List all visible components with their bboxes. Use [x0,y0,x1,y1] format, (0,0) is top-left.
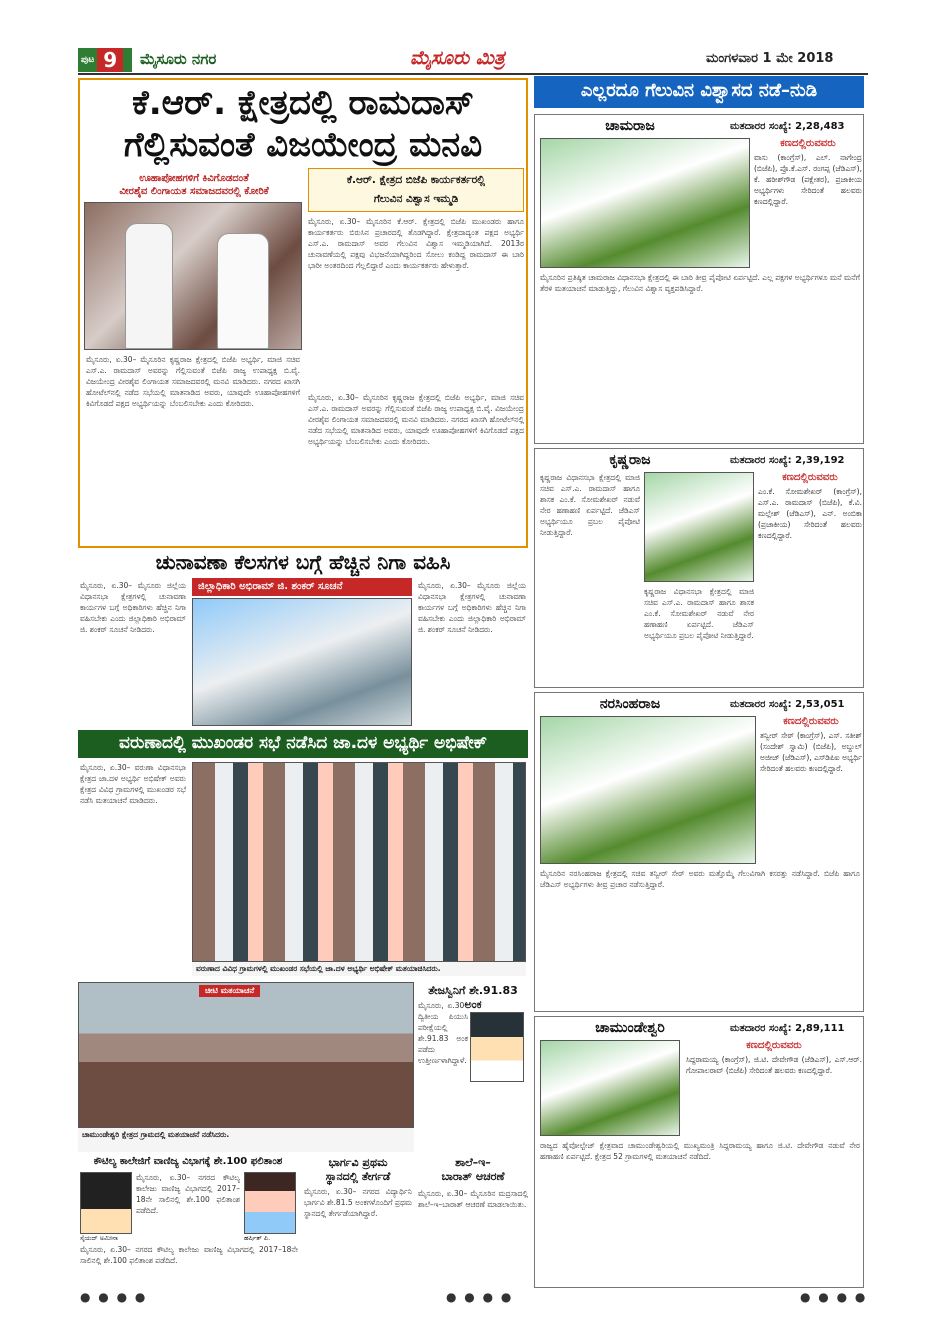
body-chamundeshwari: ರಾಜ್ಯದ ಹೈವೋಲ್ಟೇಜ್ ಕ್ಷೇತ್ರವಾದ ಚಾಮುಂಡೇಶ್ವರಿಯಲ್ಲಿ ಮುಖ್ಯಮಂತ್ರಿ ಸಿದ್ದರಾಮಯ್ಯ ಹಾಗೂ ಜಿ.ಟಿ. ದೇವೇಗೌಡ ನಡುವೆ ನೇರ ಹಣಾಹಣಿ ಏರ್ಪಟ್ಟಿದೆ. ಕ್ಷೇತ್ರದ 52 ಗ್ರಾಮಗಳಲ್ಲಿ ಮತಯಾಚನೆ ನಡೆದಿದೆ. [540,1141,860,1161]
const-name-krishnaraja: ಕೃಷ್ಣರಾಜ [609,452,651,468]
kautilya-student-photo-1 [80,1172,132,1234]
cand-head-krishnaraja: ಕಣದಲ್ಲಿರುವವರು [782,472,838,483]
shaale-headline-1: ಶಾಲೆ–ಇ– [455,1156,491,1169]
lead-subhead-1: ಊಹಾಪೋಹಗಳಿಗೆ ಕಿವಿಗೊಡದಂತೆ [139,173,249,184]
tejaswini-photo [470,1012,524,1082]
candidates-photo-narasimharaja [540,716,756,864]
body-krishnaraja-2: ಕೃಷ್ಣರಾಜ ವಿಧಾನಸಭಾ ಕ್ಷೇತ್ರದಲ್ಲಿ ಮಾಜಿ ಸಚಿವ ಎಸ್.ಎ. ರಾಮದಾಸ್ ಹಾಗೂ ಶಾಸಕ ಎಂ.ಕೆ. ಸೋಮಶೇಖರ್ ನಡುವೆ ನೇರ ಹಣಾಹಣಿ ಏರ್ಪಟ್ಟಿದೆ. ಜೆಡಿಎಸ್ ಅಭ್ಯರ್ಥಿಯೂ ಪ್ರಬಲ ಪೈಪೋಟಿ ನೀಡುತ್ತಿದ್ದಾರೆ. [644,587,754,640]
voters-count-chamaraja: 2,28,483 [795,121,845,132]
voters-chamaraja [730,121,845,132]
voters-count-narasimharaja: 2,53,051 [795,699,845,710]
bhargavi-body: ಮೈಸೂರು, ಏ.30– ನಗರದ ವಿದ್ಯಾರ್ಥಿನಿ ಭಾರ್ಗವಿ ಶೇ.81.5 ಅಂಕಗಳೊಂದಿಗೆ ಪ್ರಥಮ ಸ್ಥಾನದಲ್ಲಿ ತೇರ್ಗಡೆಯಾಗಿದ್ದಾರೆ. [304,1187,412,1218]
lead-headline-line-1: ಕೆ.ಆರ್. ಕ್ಷೇತ್ರದಲ್ಲಿ ರಾಮದಾಸ್ [132,83,474,123]
voters-krishnaraja [730,455,845,466]
chunav-headline: ಚುನಾವಣಾ ಕೆಲಸಗಳ ಬಗ್ಗೆ ಹೆಚ್ಚಿನ ನಿಗಾ ವಹಿಸಿ [155,550,451,574]
tejaswini-body: ಮೈಸೂರು, ಏ.30– ದ್ವಿತೀಯ ಪಿಯುಸಿ ಪರೀಕ್ಷೆಯಲ್ಲಿ ಶೇ.91.83 ಅಂಕ ಪಡೆದು ಉತ್ತೀರ್ಣಳಾಗಿದ್ದಾಳೆ. [418,1001,468,1065]
cand-head-chamundeshwari: ಕಣದಲ್ಲಿರುವವರು [746,1040,802,1051]
chunav-subhead: ಜಿಲ್ಲಾಧಿಕಾರಿ ಅಭಿರಾಮ್ ಜಿ. ಶಂಕರ್ ಸೂಚನೆ [192,578,412,596]
voters-count-chamundeshwari: 2,89,111 [795,1023,845,1034]
body-krishnaraja: ಕೃಷ್ಣರಾಜ ವಿಧಾನಸಭಾ ಕ್ಷೇತ್ರದಲ್ಲಿ ಮಾಜಿ ಸಚಿವ ಎಸ್.ಎ. ರಾಮದಾಸ್ ಹಾಗೂ ಶಾಸಕ ಎಂ.ಕೆ. ಸೋಮಶೇಖರ್ ನಡುವೆ ನೇರ ಹಣಾಹಣಿ ಏರ್ಪಟ್ಟಿದೆ. ಜೆಡಿಎಸ್ ಅಭ್ಯರ್ಥಿಯೂ ಪ್ರಬಲ ಪೈಪೋಟಿ ನೀಡುತ್ತಿದ್ದಾರೆ. [540,473,640,537]
chunav-photo [192,598,412,726]
lead-headline-line-2: ಗೆಲ್ಲಿಸುವಂತೆ ವಿಜಯೇಂದ್ರ ಮನವಿ [123,125,483,165]
shaale-body: ಮೈಸೂರು, ಏ.30– ಮೈಸೂರಿನ ಮದ್ರಸಾದಲ್ಲಿ ಶಾಲೆ–ಇ–ಬಾರಾತ್ ಆಚರಣೆ ಮಾಡಲಾಯಿತು. [418,1189,528,1209]
varuna-body: ಮೈಸೂರು, ಏ.30– ವರುಣಾ ವಿಧಾನಸಭಾ ಕ್ಷೇತ್ರದ ಜಾ.ದಳ ಅಭ್ಯರ್ಥಿ ಅಭಿಷೇಕ್ ಅವರು ಕ್ಷೇತ್ರದ ವಿವಿಧ ಗ್ರಾಮಗಳಲ್ಲಿ ಮುಖಂಡರ ಸಭೆ ನಡೆಸಿ ಮತಯಾಚನೆ ಮಾಡಿದರು. [80,763,186,805]
chamundi-campaign-photo [78,982,414,1128]
cand-head-narasimharaja: ಕಣದಲ್ಲಿರುವವರು [783,716,839,727]
shaale-headline [418,1156,528,1184]
varuna-photo [192,762,526,962]
chunav-body-right: ಮೈಸೂರು, ಏ.30– ಮೈಸೂರು ಜಿಲ್ಲೆಯ ವಿಧಾನಸಭಾ ಕ್ಷೇತ್ರಗಳಲ್ಲಿ ಚುನಾವಣಾ ಕಾರ್ಯಗಳ ಬಗ್ಗೆ ಅಧಿಕಾರಿಗಳು ಹೆಚ್ಚಿನ ನಿಗಾ ವಹಿಸಬೇಕು ಎಂದು ಜಿಲ್ಲಾಧಿಕಾರಿ ಅಭಿರಾಮ್ ಜಿ. ಶಂಕರ್ ಸೂಚನೆ ನೀಡಿದರು. [418,581,526,634]
candidates-photo-krishnaraja [644,472,754,582]
varuna-caption: ವರುಣಾದ ವಿವಿಧ ಗ್ರಾಮಗಳಲ್ಲಿ ಮುಖಂಡರ ಸಭೆಯಲ್ಲಿ ಜಾ.ದಳ ಅಭ್ಯರ್ಥಿ ಅಭಿಷೇಕ್ ಮತಯಾಚಿಸಿದರು. [192,962,526,976]
kautilya-body: ಮೈಸೂರು, ಏ.30– ನಗರದ ಕೌಟಿಲ್ಯ ಕಾಲೇಜು ವಾಣಿಜ್ಯ ವಿಭಾಗದಲ್ಲಿ 2017–18ನೇ ಸಾಲಿನಲ್ಲಿ ಶೇ.100 ಫಲಿತಾಂಶ ಪಡೆದಿದೆ. [136,1173,240,1215]
kautilya-student-name-1: ಸೈಯದ್ ಅಮೀನಾ [80,1234,118,1242]
section-name: ಮೈಸೂರು ನಗರ [140,50,217,68]
cand-list-narasimharaja: ತನ್ವೀರ್ ಸೇಠ್ (ಕಾಂಗ್ರೆಸ್), ಎಸ್. ಸತೀಶ್ (ಸಂದೇಶ್ ಸ್ವಾಮಿ) (ಬಿಜೆಪಿ), ಅಬ್ದುಲ್ ಅಜೀಜ್ (ಜೆಡಿಎಸ್), ಎಸ್‍ಡಿಪಿಐ ಅಭ್ಯರ್ಥಿ ಸೇರಿದಂತೆ ಹಲವರು ಕಣದಲ್ಲಿದ್ದಾರೆ. [760,731,862,773]
const-name-chamundeshwari: ಚಾಮುಂಡೇಶ್ವರಿ [595,1020,665,1036]
chunav-body-left: ಮೈಸೂರು, ಏ.30– ಮೈಸೂರು ಜಿಲ್ಲೆಯ ವಿಧಾನಸಭಾ ಕ್ಷೇತ್ರಗಳಲ್ಲಿ ಚುನಾವಣಾ ಕಾರ್ಯಗಳ ಬಗ್ಗೆ ಅಧಿಕಾರಿಗಳು ಹೆಚ್ಚಿನ ನಿಗಾ ವಹಿಸಬೇಕು ಎಂದು ಜಿಲ್ಲಾಧಿಕಾರಿ ಅಭಿರಾಮ್ ಜಿ. ಶಂಕರ್ ಸೂಚನೆ ನೀಡಿದರು. [80,581,186,634]
voters-label: ಮತದಾರರ ಸಂಖ್ಯೆ: [730,455,792,466]
right-banner: ಎಲ್ಲರದೂ ಗೆಲುವಿನ ವಿಶ್ವಾಸದ ನಡೆ–ನುಡಿ [534,76,864,108]
body-chamaraja: ಮೈಸೂರಿನ ಪ್ರತಿಷ್ಠಿತ ಚಾಮರಾಜ ವಿಧಾನಸಭಾ ಕ್ಷೇತ್ರದಲ್ಲಿ ಈ ಬಾರಿ ತೀವ್ರ ಪೈಪೋಟಿ ಏರ್ಪಟ್ಟಿದೆ. ಎಲ್ಲ ಪಕ್ಷಗಳ ಅಭ್ಯರ್ಥಿಗಳೂ ಮನೆ ಮನೆಗೆ ತೆರಳಿ ಮತಯಾಚನೆ ಮಾಡುತ್ತಿದ್ದು, ಗೆಲುವಿನ ವಿಶ್ವಾಸ ವ್ಯಕ್ತಪಡಿಸಿದ್ದಾರೆ. [540,273,860,293]
lead-body-col-2: ಮೈಸೂರು, ಏ.30– ಮೈಸೂರಿನ ಕೃಷ್ಣರಾಜ ಕ್ಷೇತ್ರದಲ್ಲಿ ಬಿಜೆಪಿ ಅಭ್ಯರ್ಥಿ, ಮಾಜಿ ಸಚಿವ ಎಸ್.ಎ. ರಾಮದಾಸ್ ಅವರನ್ನು ಗೆಲ್ಲಿಸುವಂತೆ ಬಿಜೆಪಿ ರಾಜ್ಯ ಉಪಾಧ್ಯಕ್ಷ ಬಿ.ವೈ. ವಿಜಯೇಂದ್ರ ವೀರಶೈವ ಲಿಂಗಾಯತ ಸಮಾಜದವರಲ್ಲಿ ಮನವಿ ಮಾಡಿದರು. ನಗರದ ಖಾಸಗಿ ಹೋಟೆಲ್‍ನಲ್ಲಿ ನಡೆದ ಸಭೆಯಲ್ಲಿ ಮಾತನಾಡಿದ ಅವರು, ಯಾವುದೇ ಊಹಾಪೋಹಗಳಿಗೆ ಕಿವಿಗೊಡದೆ ಪಕ್ಷದ ಅಭ್ಯರ್ಥಿಯನ್ನು ಬೆಂಬಲಿಸಬೇಕು ಎಂದು ಕೋರಿದರು. [308,393,524,446]
voters-label: ಮತದಾರರ ಸಂಖ್ಯೆ: [730,121,792,132]
kautilya-student-name-2: ಹರ್ಷಿತ್ ಪಿ. [244,1234,271,1242]
lead-headline [84,82,522,168]
body-narasimharaja: ಮೈಸೂರಿನ ನರಸಿಂಹರಾಜ ಕ್ಷೇತ್ರದಲ್ಲಿ ಸಚಿವ ತನ್ವೀರ್ ಸೇಠ್ ಅವರು ಮತ್ತೊಮ್ಮೆ ಗೆಲುವಿಗಾಗಿ ಕಸರತ್ತು ನಡೆಸಿದ್ದಾರೆ. ಬಿಜೆಪಿ ಹಾಗೂ ಜೆಡಿಎಸ್ ಅಭ್ಯರ್ಥಿಗಳು ತೀವ್ರ ಪ್ರಚಾರ ನಡೆಸುತ್ತಿದ್ದಾರೆ. [540,869,860,889]
bhargavi-headline [304,1156,412,1184]
page-number-box [78,48,132,72]
chamundi-campaign-caption: ಚಾಮುಂಡೇಶ್ವರಿ ಕ್ಷೇತ್ರದ ಗ್ರಾಮದಲ್ಲಿ ಮತಯಾಚನೆ ನಡೆಸಿದರು. [78,1128,414,1152]
const-name-chamaraja: ಚಾಮರಾಜ [605,118,655,134]
varuna-headline: ವರುಣಾದಲ್ಲಿ ಮುಖಂಡರ ಸಭೆ ನಡೆಸಿದ ಜಾ.ದಳ ಅಭ್ಯರ್ಥಿ ಅಭಿಷೇಕ್ [78,730,528,758]
voters-count-krishnaraja: 2,39,192 [795,455,845,466]
side-story-headline-2: ಗೆಲುವಿನ ವಿಶ್ವಾಸ ಇಮ್ಮಡಿ [373,193,459,205]
photo-tag: ಚೀಟಿ ಮತಯಾಚನೆ [199,985,260,997]
voters-chamundeshwari [730,1023,845,1034]
kautilya-student-photo-2 [244,1172,296,1234]
cand-head-chamaraja: ಕಣದಲ್ಲಿರುವವರು [780,138,836,149]
bhargavi-headline-2: ಸ್ಥಾನದಲ್ಲಿ ತೇರ್ಗಡೆ [325,1170,391,1183]
masthead: ಮೈಸೂರು ಮಿತ್ರ [410,47,505,69]
side-story-headline-1: ಕೆ.ಆರ್. ಕ್ಷೇತ್ರದ ಬಿಜೆಪಿ ಕಾರ್ಯಕರ್ತರಲ್ಲಿ [346,174,486,186]
cand-list-krishnaraja: ಎಂ.ಕೆ. ಸೋಮಶೇಖರ್ (ಕಾಂಗ್ರೆಸ್), ಎಸ್.ಎ. ರಾಮದಾಸ್ (ಬಿಜೆಪಿ), ಕೆ.ವಿ. ಮಲ್ಲೇಶ್ (ಜೆಡಿಎಸ್), ಎನ್. ಅಂಬಿಕಾ (ಪ್ರಜಾಕೀಯ) ಸೇರಿದಂತೆ ಹಲವರು ಕಣದಲ್ಲಿದ್ದಾರೆ. [758,487,862,540]
kautilya-headline: ಕೌಟಿಲ್ಯ ಕಾಲೇಜಿಗೆ ವಾಣಿಜ್ಯ ವಿಭಾಗಕ್ಕೆ ಶೇ.100 ಫಲಿತಾಂಶ [93,1156,283,1167]
print-registration-marks-center: ● ● ● ● [446,1290,514,1304]
print-registration-marks-left: ● ● ● ● [80,1290,148,1304]
lead-photo [84,202,302,350]
const-name-narasimharaja: ನರಸಿಂಹರಾಜ [599,696,661,712]
tejaswini-headline: ತೇಜಸ್ವಿನಿಗೆ ಶೇ.91.83 ಅಂಕ [428,984,518,1011]
voters-label: ಮತದಾರರ ಸಂಖ್ಯೆ: [730,1023,792,1034]
candidates-photo-chamaraja [540,138,750,268]
cand-list-chamaraja: ವಾಸು (ಕಾಂಗ್ರೆಸ್), ಎಲ್. ನಾಗೇಂದ್ರ (ಬಿಜೆಪಿ), ಪ್ರೊ.ಕೆ.ಎಸ್. ರಂಗಪ್ಪ (ಜೆಡಿಎಸ್), ಕೆ. ಹರೀಶ್‍ಗೌಡ (ಪಕ್ಷೇತರ), ಪ್ರಜಾಕೀಯ ಅಭ್ಯರ್ಥಿಗಳು ಸೇರಿದಂತೆ ಹಲವರು ಕಣದಲ್ಲಿದ್ದಾರೆ. [754,153,862,206]
voters-narasimharaja [730,699,845,710]
bhargavi-headline-1: ಭಾರ್ಗವಿ ಪ್ರಥಮ [328,1156,388,1169]
dateline: ಮಂಗಳವಾರ 1 ಮೇ 2018 [706,51,834,66]
kautilya-body-2: ಮೈಸೂರು, ಏ.30– ನಗರದ ಕೌಟಿಲ್ಯ ಕಾಲೇಜು ವಾಣಿಜ್ಯ ವಿಭಾಗದಲ್ಲಿ 2017–18ನೇ ಸಾಲಿನಲ್ಲಿ ಶೇ.100 ಫಲಿತಾಂಶ ಪಡೆದಿದೆ. [80,1245,298,1265]
print-registration-marks-right: ● ● ● ● [800,1290,868,1304]
page-number: 9 [97,48,123,72]
header-rule [78,73,868,75]
shaale-headline-2: ಬಾರಾತ್ ಆಚರಣೆ [441,1170,505,1183]
page-label: ಪುಟ [81,55,95,65]
side-story-body: ಮೈಸೂರು, ಏ.30– ಮೈಸೂರಿನ ಕೆ.ಆರ್. ಕ್ಷೇತ್ರದಲ್ಲಿ ಬಿಜೆಪಿ ಮುಖಂಡರು ಹಾಗೂ ಕಾರ್ಯಕರ್ತರು ಬಿರುಸಿನ ಪ್ರಚಾರದಲ್ಲಿ ತೊಡಗಿದ್ದಾರೆ. ಕ್ಷೇತ್ರದಾದ್ಯಂತ ಪಕ್ಷದ ಅಭ್ಯರ್ಥಿ ಎಸ್.ಎ. ರಾಮದಾಸ್ ಅವರ ಗೆಲುವಿನ ವಿಶ್ವಾಸ ಇಮ್ಮಡಿಯಾಗಿದೆ. 2013ರ ಚುನಾವಣೆಯಲ್ಲಿ ಪಕ್ಷವು ವಿಭಜನೆಯಾಗಿದ್ದರಿಂದ ಸೋಲು ಕಂಡಿದ್ದ ರಾಮದಾಸ್ ಈ ಬಾರಿ ಭಾರೀ ಅಂತರದಿಂದ ಗೆಲ್ಲಲಿದ್ದಾರೆ ಎಂದು ಕಾರ್ಯಕರ್ತರು ಹೇಳುತ್ತಾರೆ. [308,217,524,270]
candidates-photo-chamundeshwari [540,1040,680,1136]
side-story-headline [308,168,524,212]
voters-label: ಮತದಾರರ ಸಂಖ್ಯೆ: [730,699,792,710]
lead-subhead-2: ವೀರಶೈವ ಲಿಂಗಾಯತ ಸಮಾಜದವರಲ್ಲಿ ಕೋರಿಕೆ [119,186,269,197]
cand-list-chamundeshwari: ಸಿದ್ದರಾಮಯ್ಯ (ಕಾಂಗ್ರೆಸ್), ಜಿ.ಟಿ. ದೇವೇಗೌಡ (ಜೆಡಿಎಸ್), ಎಸ್.ಆರ್. ಗೋಪಾಲರಾವ್ (ಬಿಜೆಪಿ) ಸೇರಿದಂತೆ ಹಲವರು ಕಣದಲ್ಲಿದ್ದಾರೆ. [686,1055,862,1075]
lead-body-col-1: ಮೈಸೂರು, ಏ.30– ಮೈಸೂರಿನ ಕೃಷ್ಣರಾಜ ಕ್ಷೇತ್ರದಲ್ಲಿ ಬಿಜೆಪಿ ಅಭ್ಯರ್ಥಿ, ಮಾಜಿ ಸಚಿವ ಎಸ್.ಎ. ರಾಮದಾಸ್ ಅವರನ್ನು ಗೆಲ್ಲಿಸುವಂತೆ ಬಿಜೆಪಿ ರಾಜ್ಯ ಉಪಾಧ್ಯಕ್ಷ ಬಿ.ವೈ. ವಿಜಯೇಂದ್ರ ವೀರಶೈವ ಲಿಂಗಾಯತ ಸಮಾಜದವರಲ್ಲಿ ಮನವಿ ಮಾಡಿದರು. ನಗರದ ಖಾಸಗಿ ಹೋಟೆಲ್‍ನಲ್ಲಿ ನಡೆದ ಸಭೆಯಲ್ಲಿ ಮಾತನಾಡಿದ ಅವರು, ಯಾವುದೇ ಊಹಾಪೋಹಗಳಿಗೆ ಕಿವಿಗೊಡದೆ ಪಕ್ಷದ ಅಭ್ಯರ್ಥಿಯನ್ನು ಬೆಂಬಲಿಸಬೇಕು ಎಂದು ಕೋರಿದರು. [86,355,300,408]
